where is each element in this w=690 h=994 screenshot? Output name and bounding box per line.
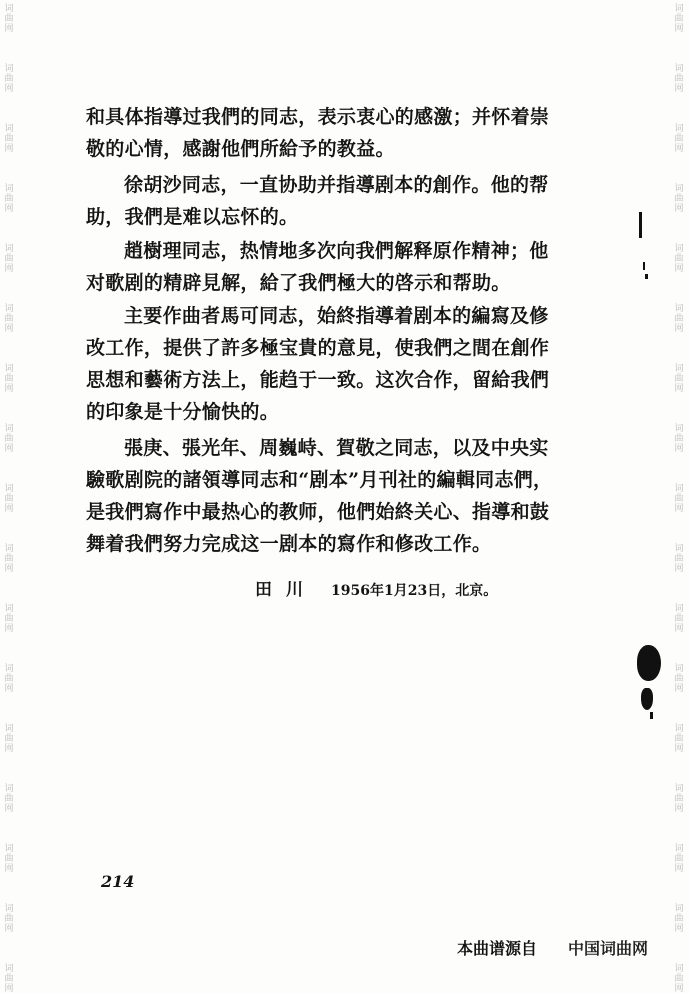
watermark-glyph: 网 [4,144,14,154]
watermark-glyph: 词 [674,184,684,194]
paragraph [86,300,556,428]
watermark-mark [2,784,16,814]
text-line: 助，我們是难以忘怀的。 [86,206,299,228]
watermark-mark [2,64,16,94]
watermark-glyph: 词 [4,604,14,614]
watermark-glyph: 网 [674,684,684,694]
watermark-glyph: 曲 [4,194,14,204]
watermark-glyph: 词 [4,364,14,374]
watermark-mark [672,904,686,934]
watermark-glyph: 词 [4,484,14,494]
watermark-glyph: 词 [4,184,14,194]
watermark-glyph: 词 [674,964,684,974]
watermark-mark [672,424,686,454]
watermark-glyph: 词 [674,304,684,314]
watermark-glyph: 网 [4,264,14,274]
text-line: 是我們寫作中最热心的教师，他們始終关心、指導和鼓 [86,501,550,523]
watermark-glyph: 网 [674,804,684,814]
scan-artifact [645,274,648,279]
watermark-glyph: 网 [4,684,14,694]
watermark-mark [672,304,686,334]
page-number: 214 [101,872,135,891]
watermark-glyph: 词 [674,544,684,554]
watermark-glyph: 网 [674,744,684,754]
watermark-glyph: 曲 [4,254,14,264]
watermark-mark [2,544,16,574]
scan-artifact [639,212,642,238]
watermark-mark [672,484,686,514]
watermark-mark [2,4,16,34]
watermark-glyph: 网 [4,504,14,514]
watermark-glyph: 网 [4,24,14,34]
watermark-glyph: 网 [4,864,14,874]
text-line: 敬的心情，感謝他們所給予的教益。 [86,138,395,160]
watermark-glyph: 词 [4,544,14,554]
watermark-glyph: 网 [674,24,684,34]
watermark-glyph: 词 [4,844,14,854]
watermark-glyph: 曲 [4,554,14,564]
watermark-glyph: 网 [674,624,684,634]
watermark-glyph: 词 [674,424,684,434]
watermark-mark [2,364,16,394]
watermark-glyph: 词 [674,64,684,74]
watermark-mark [2,484,16,514]
watermark-glyph: 曲 [4,134,14,144]
watermark-glyph: 词 [4,424,14,434]
watermark-mark [672,244,686,274]
watermark-glyph: 曲 [4,854,14,864]
watermark-glyph: 词 [674,784,684,794]
paragraph [86,169,556,233]
watermark-mark [2,664,16,694]
watermark-mark [672,544,686,574]
watermark-mark [672,784,686,814]
text-line: 思想和藝術方法上，能趋于一致。这次合作，留給我們 [86,369,550,391]
watermark-glyph: 词 [674,364,684,374]
paragraph [86,432,556,560]
watermark-glyph: 曲 [674,254,684,264]
watermark-glyph: 词 [674,604,684,614]
watermark-glyph: 词 [4,664,14,674]
watermark-mark [2,904,16,934]
watermark-glyph: 网 [4,744,14,754]
scan-artifact [650,712,653,719]
watermark-glyph: 曲 [4,494,14,504]
watermark-glyph: 网 [4,924,14,934]
watermark-glyph: 词 [674,724,684,734]
watermark-glyph: 词 [674,484,684,494]
text-line: 趙樹理同志，热情地多次向我們解释原作精神；他 [124,240,549,262]
watermark-glyph: 网 [4,384,14,394]
text-line: 对歌剧的精辟見解，給了我們極大的啓示和帮助。 [86,272,511,294]
watermark-glyph: 词 [674,124,684,134]
watermark-glyph: 曲 [4,674,14,684]
watermark-mark [2,604,16,634]
watermark-glyph: 网 [674,444,684,454]
watermark-mark [672,64,686,94]
watermark-glyph: 曲 [674,734,684,744]
watermark-glyph: 网 [674,264,684,274]
scan-artifact [643,262,645,270]
watermark-mark [672,124,686,154]
watermark-glyph: 曲 [674,314,684,324]
watermark-glyph: 词 [4,4,14,14]
watermark-glyph: 网 [674,204,684,214]
watermark-glyph: 网 [4,204,14,214]
watermark-glyph: 词 [4,124,14,134]
watermark-glyph: 曲 [674,374,684,384]
watermark-glyph: 词 [4,244,14,254]
watermark-mark [2,244,16,274]
watermark-mark [2,184,16,214]
watermark-mark [672,844,686,874]
watermark-glyph: 曲 [674,134,684,144]
paragraph [86,101,556,165]
watermark-glyph: 曲 [4,914,14,924]
watermark-glyph: 词 [4,724,14,734]
watermark-glyph: 曲 [4,314,14,324]
text-line: 和具体指導过我們的同志，表示衷心的感激；并怀着崇 [86,106,550,128]
watermark-glyph: 词 [4,304,14,314]
watermark-glyph: 网 [674,924,684,934]
watermark-glyph: 网 [4,984,14,994]
scan-artifact [637,645,661,681]
paragraph [86,235,556,299]
watermark-glyph: 曲 [4,374,14,384]
watermark-mark [2,124,16,154]
text-line: 徐胡沙同志，一直协助并指導剧本的創作。他的帮 [124,174,549,196]
watermark-mark [672,724,686,754]
watermark-glyph: 曲 [674,194,684,204]
watermark-glyph: 词 [4,964,14,974]
watermark-glyph: 曲 [4,14,14,24]
watermark-glyph: 曲 [4,794,14,804]
watermark-glyph: 曲 [674,854,684,864]
watermark-mark [672,964,686,994]
watermark-glyph: 网 [674,504,684,514]
signature [255,575,497,600]
text-line: 的印象是十分愉快的。 [86,401,280,423]
watermark-glyph: 曲 [4,74,14,84]
watermark-glyph: 词 [4,904,14,914]
watermark-mark [2,304,16,334]
watermark-glyph: 网 [4,444,14,454]
author-name: 田川 [255,580,317,600]
text-line: 改工作，提供了許多極宝貴的意見，使我們之間在創作 [86,337,550,359]
watermark-glyph: 网 [674,144,684,154]
watermark-glyph: 词 [674,244,684,254]
watermark-glyph: 网 [674,864,684,874]
watermark-glyph: 网 [674,324,684,334]
watermark-glyph: 曲 [674,14,684,24]
watermark-mark [672,664,686,694]
watermark-glyph: 曲 [674,434,684,444]
text-line: 主要作曲者馬可同志，始終指導着剧本的編寫及修 [124,305,549,327]
source-label: 本曲谱源自 [457,939,538,958]
watermark-glyph: 词 [674,904,684,914]
watermark-glyph: 网 [4,84,14,94]
watermark-mark [2,724,16,754]
watermark-mark [672,184,686,214]
watermark-glyph: 曲 [674,614,684,624]
watermark-glyph: 曲 [674,554,684,564]
text-line: 驗歌剧院的諸領導同志和“剧本”月刊社的編輯同志們， [86,469,553,491]
watermark-mark [672,604,686,634]
watermark-glyph: 网 [4,324,14,334]
watermark-glyph: 曲 [674,914,684,924]
watermark-glyph: 词 [4,64,14,74]
watermark-glyph: 词 [674,4,684,14]
watermark-mark [2,424,16,454]
watermark-mark [672,4,686,34]
watermark-mark [672,364,686,394]
watermark-glyph: 曲 [4,434,14,444]
watermark-glyph: 曲 [674,674,684,684]
watermark-glyph: 曲 [4,974,14,984]
signature-date: 1956年1月23日，北京。 [331,583,498,599]
watermark-glyph: 曲 [674,794,684,804]
watermark-glyph: 网 [674,984,684,994]
watermark-glyph: 网 [674,384,684,394]
watermark-glyph: 网 [674,564,684,574]
watermark-glyph: 词 [4,784,14,794]
text-line: 張庚、張光年、周巍峙、賀敬之同志，以及中央实 [124,437,549,459]
watermark-mark [2,964,16,994]
watermark-glyph: 曲 [674,974,684,984]
watermark-glyph: 网 [4,564,14,574]
watermark-glyph: 词 [674,844,684,854]
source-site-name: 中国词曲网 [568,939,649,958]
scan-artifact [641,688,653,710]
watermark-glyph: 网 [4,804,14,814]
watermark-mark [2,844,16,874]
watermark-glyph: 词 [674,664,684,674]
text-line: 舞着我們努力完成这一剧本的寫作和修改工作。 [86,533,492,555]
watermark-glyph: 网 [674,84,684,94]
watermark-glyph: 网 [4,624,14,634]
watermark-glyph: 曲 [674,74,684,84]
watermark-glyph: 曲 [4,614,14,624]
watermark-glyph: 曲 [4,734,14,744]
watermark-glyph: 曲 [674,494,684,504]
